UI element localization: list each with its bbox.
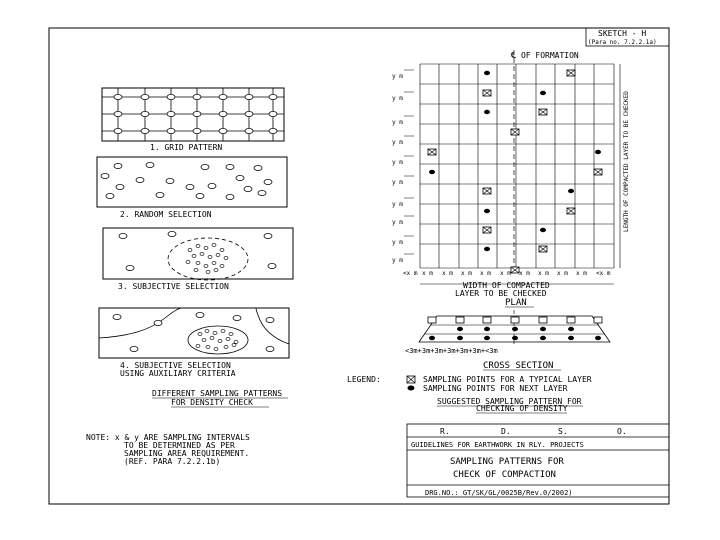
y-interval-tick: y m (392, 73, 403, 80)
random-sample-point (196, 193, 204, 198)
auxiliary-dense-point (210, 337, 214, 340)
grid-sample-point (193, 111, 201, 116)
grid-sample-point (269, 111, 277, 116)
grid-sample-point (114, 94, 122, 99)
cross-section-typical-point (594, 317, 602, 323)
grid-sample-point (167, 94, 175, 99)
org-d: D. (501, 427, 511, 436)
next-layer-point (484, 209, 490, 213)
random-sample-point (226, 164, 234, 169)
cross-section-next-point (429, 336, 435, 340)
subjective-sample-point (264, 233, 272, 238)
cross-section-typical-point (511, 317, 519, 323)
sketch-title: SKETCH - H (598, 29, 647, 38)
guidelines-text: GUIDELINES FOR EARTHWORK IN RLY. PROJECTS (411, 441, 584, 449)
cross-section-dims: <3m+3m+3m+3m+3m+3m+<3m (405, 347, 498, 355)
length-label: LENGTH OF COMPACTED LAYER TO BE CHECKED (623, 91, 630, 232)
random-sample-point (101, 173, 109, 178)
grid-sample-point (245, 128, 253, 133)
random-sample-point (136, 177, 144, 182)
x-interval-tick: x m (519, 270, 530, 277)
auxiliary-dense-point (234, 341, 238, 344)
subjective-dense-point (192, 255, 196, 258)
typical-layer-symbol-icon (407, 376, 415, 383)
grid-sample-point (269, 94, 277, 99)
grid-sample-point (193, 128, 201, 133)
cross-section-next-point (595, 336, 601, 340)
grid-sample-point (219, 111, 227, 116)
cross-section-typical-point (483, 317, 491, 323)
random-sample-point (244, 186, 252, 191)
auxiliary-dense-point (202, 339, 206, 342)
subjective-dense-point (204, 247, 208, 250)
y-interval-tick: y m (392, 179, 403, 186)
legend-label: LEGEND: (347, 375, 381, 384)
subjective-dense-point (194, 269, 198, 272)
grid-pattern (102, 88, 284, 141)
x-interval-tick: <x m (596, 270, 611, 277)
random-sample-point (201, 164, 209, 169)
subjective-sample-point (119, 233, 127, 238)
auxiliary-sample-point (130, 346, 138, 351)
auxiliary-pattern (99, 308, 289, 358)
subjective-dense-point (204, 265, 208, 268)
random-caption: 2. RANDOM SELECTION (120, 210, 212, 219)
auxiliary-dense-point (226, 338, 230, 341)
grid-sample-point (141, 111, 149, 116)
y-interval-tick: y m (392, 95, 403, 102)
sketch-para: (Para no. 7.2.2.1a) (588, 39, 657, 46)
subjective-dense-point (200, 253, 204, 256)
grid-sample-point (245, 111, 253, 116)
random-sample-point (156, 192, 164, 197)
subjective-sample-point (126, 265, 134, 270)
subjective-dense-point (214, 269, 218, 272)
legend-typical-layer: SAMPLING POINTS FOR A TYPICAL LAYER (423, 375, 592, 384)
auxiliary-dense-point (218, 340, 222, 343)
random-sample-point (258, 190, 266, 195)
next-layer-point (540, 91, 546, 95)
drawing-number: DRG.NO.: GT/SK/GL/0025B/Rev.0/2002) (425, 489, 573, 497)
subjective-dense-point (216, 254, 220, 257)
x-interval-tick: x m (557, 270, 568, 277)
x-interval-tick: x m (576, 270, 587, 277)
grid-sample-point (269, 128, 277, 133)
auxiliary-dense-point (198, 333, 202, 336)
auxiliary-dense-point (205, 330, 209, 333)
note-line-2: TO BE DETERMINED AS PER (124, 441, 235, 450)
note-line-3: SAMPLING AREA REQUIREMENT. (124, 449, 250, 458)
cross-section-typical-point (567, 317, 575, 323)
subjective-dense-point (196, 262, 200, 265)
grid-sample-point (219, 94, 227, 99)
cross-section-next-point (484, 327, 490, 331)
drawing-title-2: CHECK OF COMPACTION (453, 470, 556, 480)
grid-sample-point (219, 128, 227, 133)
grid-sample-point (193, 94, 201, 99)
cross-section-next-point (568, 327, 574, 331)
auxiliary-sample-point (196, 312, 204, 317)
auxiliary-sample-point (113, 314, 121, 319)
cross-section-diagram (419, 310, 610, 346)
subjective-sample-point (168, 231, 176, 236)
cross-section-title: CROSS SECTION (483, 361, 554, 371)
cross-section-next-point (484, 336, 490, 340)
auxiliary-dense-point (213, 332, 217, 335)
y-interval-tick: y m (392, 239, 403, 246)
legend-suggested-1: SUGGESTED SAMPLING PATTERN FOR (437, 397, 582, 406)
subjective-dense-point (220, 265, 224, 268)
random-sample-point (254, 165, 262, 170)
random-sample-point (186, 184, 194, 189)
next-layer-point (484, 71, 490, 75)
subjective-dense-point (220, 249, 224, 252)
note-line-1: NOTE: x & y ARE SAMPLING INTERVALS (86, 433, 250, 442)
subjective-dense-point (188, 249, 192, 252)
org-s: S. (558, 427, 568, 436)
subjective-dense-point (212, 262, 216, 265)
random-sample-point (166, 178, 174, 183)
cross-section-next-point (457, 336, 463, 340)
y-interval-tick: y m (392, 159, 403, 166)
auxiliary-sample-point (266, 317, 274, 322)
cross-section-next-point (512, 336, 518, 340)
next-layer-point (540, 228, 546, 232)
legend-next-layer: SAMPLING POINTS FOR NEXT LAYER (423, 384, 568, 393)
random-sample-point (226, 194, 234, 199)
formation-label: ℄ OF FORMATION (511, 51, 579, 60)
random-sample-point (114, 163, 122, 168)
auxiliary-caption-1: 4. SUBJECTIVE SELECTION (120, 361, 231, 370)
next-layer-point (484, 247, 490, 251)
subjective-dense-point (196, 245, 200, 248)
grid-sample-point (141, 94, 149, 99)
auxiliary-caption-2: USING AUXILIARY CRITERIA (120, 369, 236, 378)
cross-section-next-point (540, 327, 546, 331)
y-interval-tick: y m (392, 139, 403, 146)
subjective-dense-point (206, 271, 210, 274)
auxiliary-sample-point (154, 320, 162, 325)
auxiliary-dense-point (214, 348, 218, 351)
auxiliary-dense-point (224, 346, 228, 349)
subjective-dense-point (186, 261, 190, 264)
auxiliary-dense-point (206, 346, 210, 349)
grid-sample-point (167, 111, 175, 116)
auxiliary-dense-point (221, 330, 225, 333)
auxiliary-dense-point (229, 333, 233, 336)
grid-sample-point (167, 128, 175, 133)
subjective-dense-point (212, 244, 216, 247)
grid-sample-point (114, 111, 122, 116)
patterns-group-title-2: FOR DENSITY CHECK (171, 398, 253, 407)
legend-suggested-2: CHECKING OF DENSITY (476, 404, 568, 413)
grid-sample-point (114, 128, 122, 133)
grid-sample-point (245, 94, 253, 99)
plan-grid (420, 50, 614, 274)
org-r: R. (440, 427, 450, 436)
random-sample-point (116, 184, 124, 189)
note-line-4: (REF. PARA 7.2.2.1b) (124, 457, 221, 466)
random-sample-point (208, 183, 216, 188)
org-o: O. (617, 427, 627, 436)
cross-section-typical-point (456, 317, 464, 323)
next-layer-point (484, 110, 490, 114)
cross-section-next-point (540, 336, 546, 340)
y-interval-tick: y m (392, 257, 403, 264)
x-interval-tick: x m (538, 270, 549, 277)
random-sample-point (264, 179, 272, 184)
x-interval-tick: <x m (403, 270, 418, 277)
x-interval-tick: x m (461, 270, 472, 277)
y-interval-tick: y m (392, 219, 403, 226)
random-sample-point (146, 162, 154, 167)
subjective-sample-point (268, 263, 276, 268)
x-interval-tick: x m (480, 270, 491, 277)
subjective-dense-point (224, 257, 228, 260)
auxiliary-dense-point (196, 345, 200, 348)
random-sample-point (106, 193, 114, 198)
next-layer-point (429, 170, 435, 174)
subjective-caption: 3. SUBJECTIVE SELECTION (118, 282, 229, 291)
x-interval-tick: x m (422, 270, 433, 277)
next-layer-point (568, 189, 574, 193)
width-label-1: WIDTH OF COMPACTED (463, 281, 550, 290)
auxiliary-sample-point (266, 346, 274, 351)
cross-section-typical-point (428, 317, 436, 323)
cross-section-next-point (457, 327, 463, 331)
next-layer-symbol-icon (408, 386, 415, 391)
random-pattern (97, 157, 287, 207)
random-sample-point (236, 175, 244, 180)
cross-section-next-point (568, 336, 574, 340)
cross-section-typical-point (539, 317, 547, 323)
y-interval-tick: y m (392, 201, 403, 208)
subjective-dense-point (208, 256, 212, 259)
grid-sample-point (141, 128, 149, 133)
auxiliary-dense-point (232, 344, 236, 347)
auxiliary-sample-point (233, 315, 241, 320)
drawing-title-1: SAMPLING PATTERNS FOR (450, 457, 564, 467)
x-interval-tick: x m (500, 270, 511, 277)
y-interval-tick: y m (392, 119, 403, 126)
next-layer-point (595, 150, 601, 154)
x-interval-tick: x m (442, 270, 453, 277)
cross-section-next-point (512, 327, 518, 331)
patterns-group-title-1: DIFFERENT SAMPLING PATTERNS (152, 389, 283, 398)
width-label-2: LAYER TO BE CHECKED (455, 289, 547, 298)
plan-title: PLAN (505, 298, 527, 308)
subjective-pattern (103, 228, 293, 280)
grid-caption: 1. GRID PATTERN (150, 143, 223, 152)
